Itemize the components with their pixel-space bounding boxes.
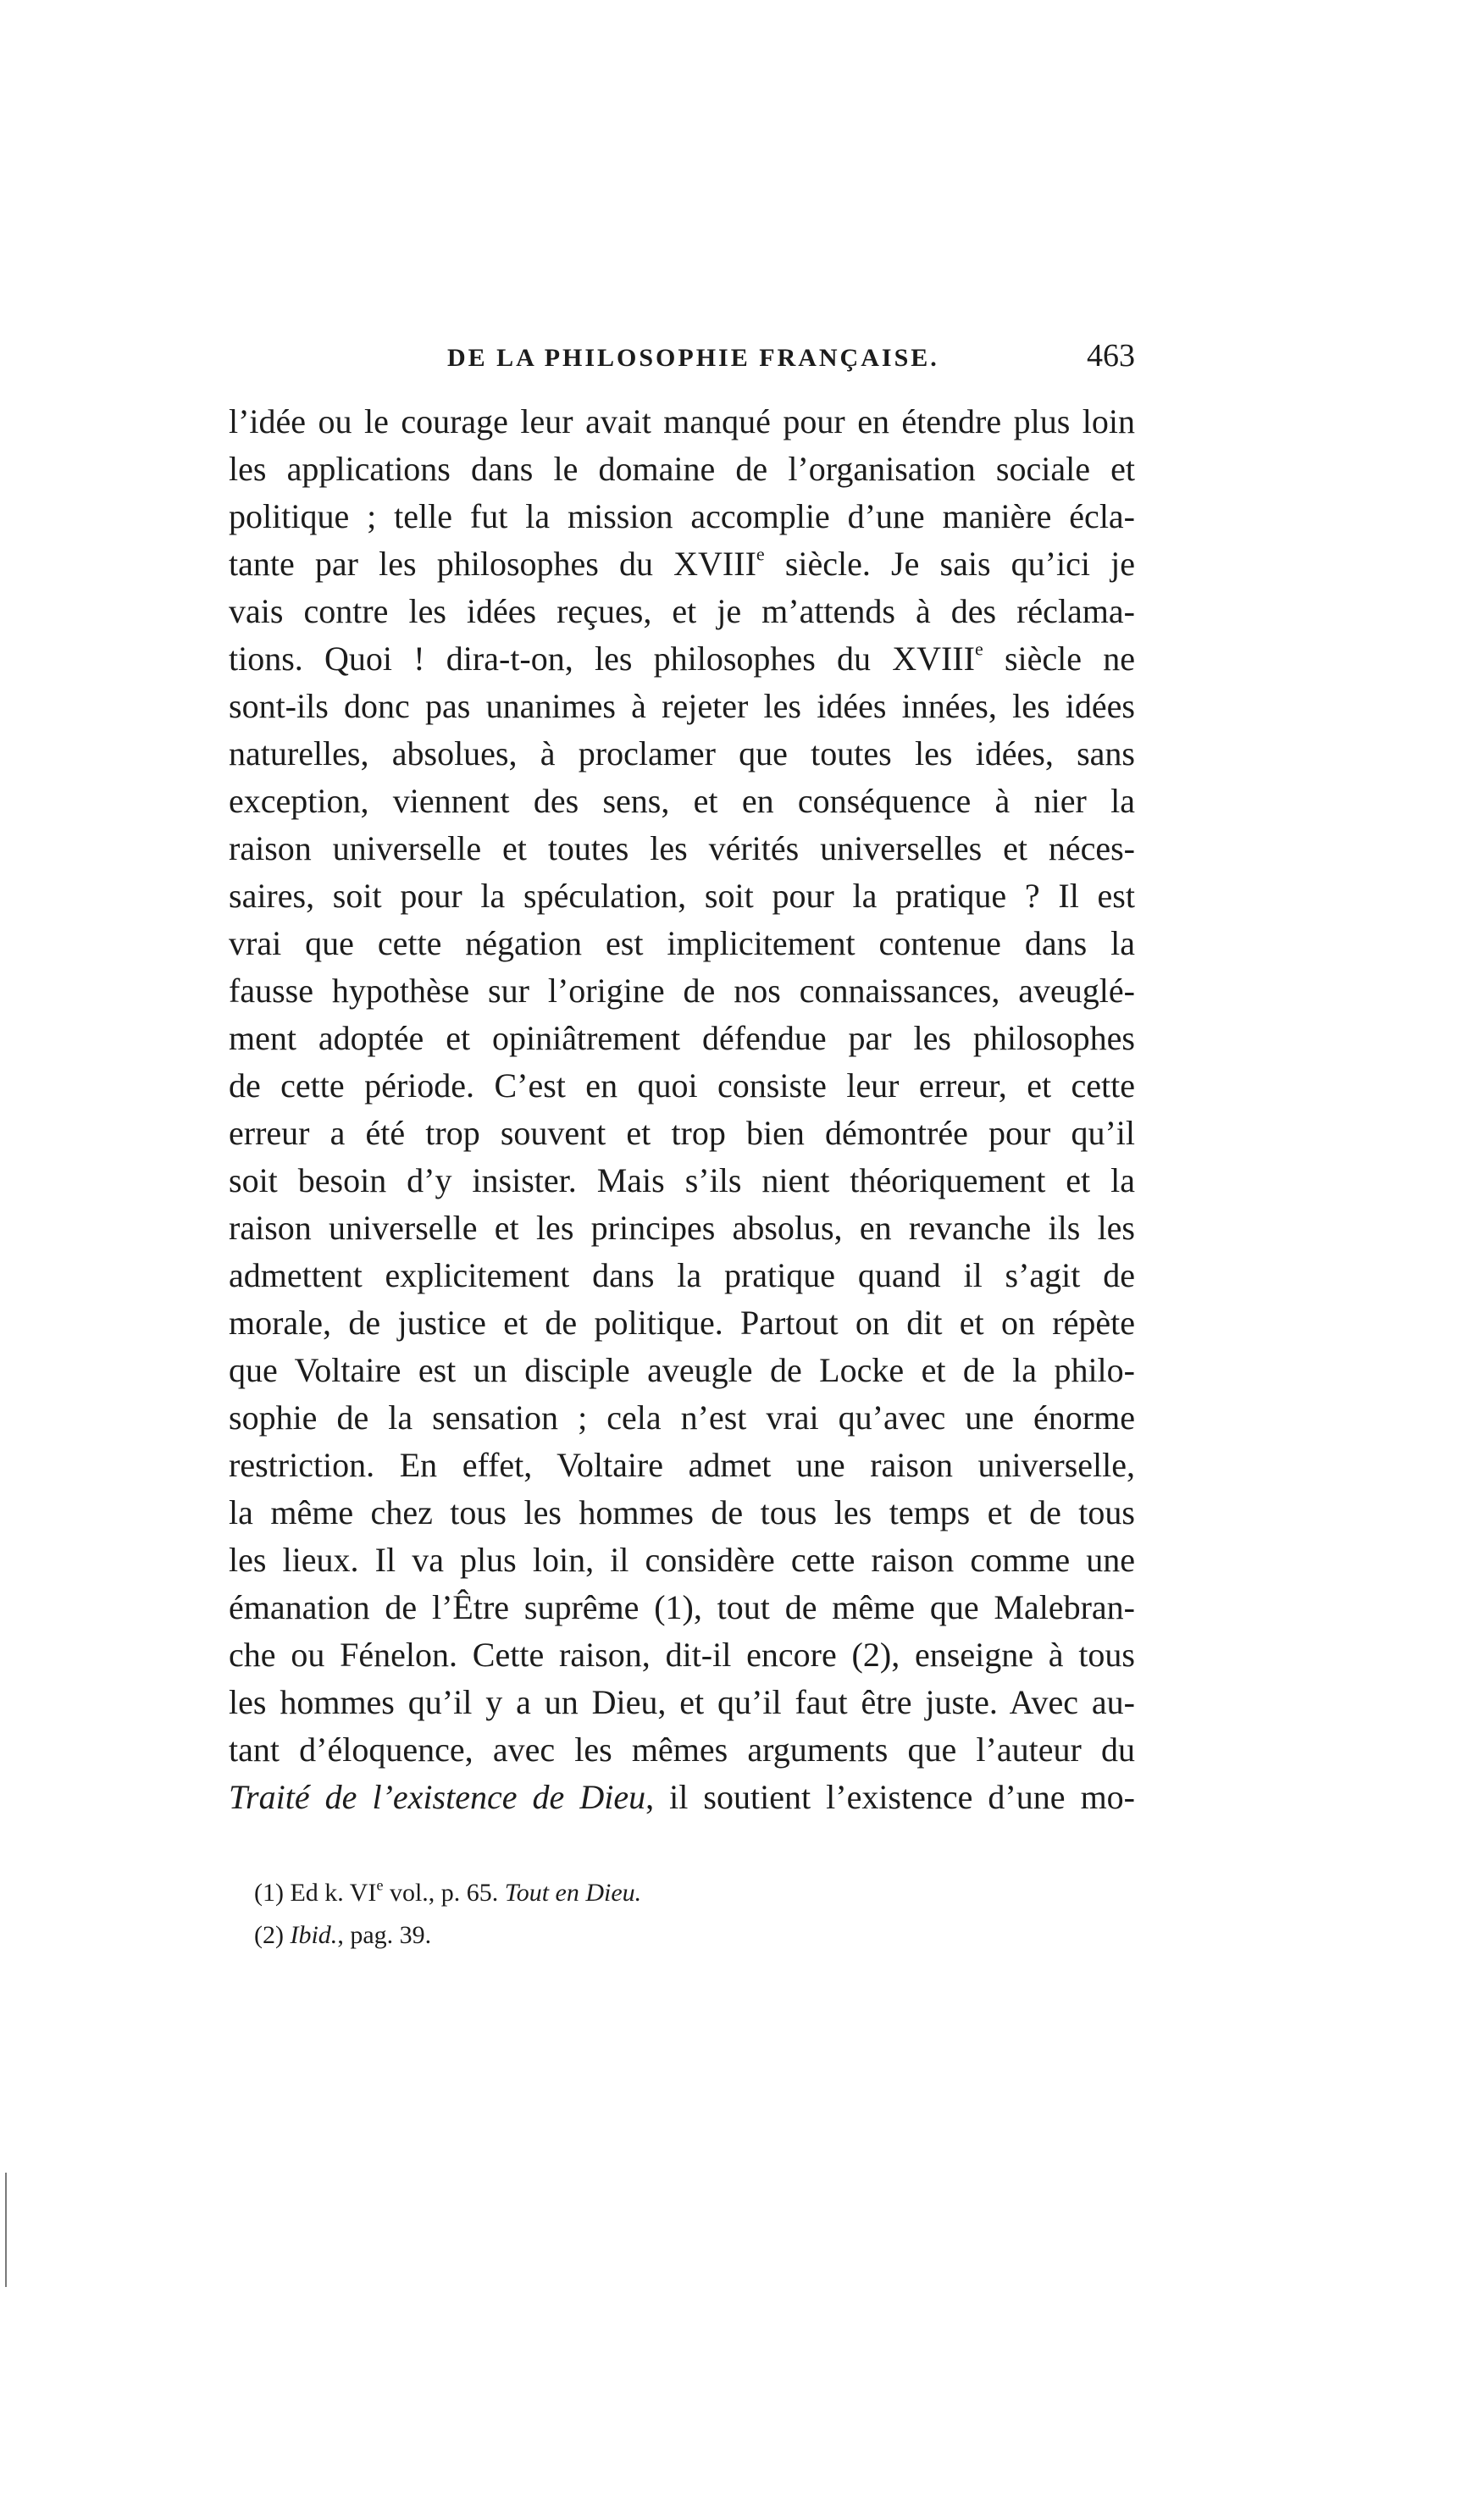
line-segment: , il soutient l’existence d’une mo- bbox=[645, 1778, 1135, 1816]
text-line: erreur a été trop souvent et trop bien démontrée pour qu’il bbox=[229, 1114, 1135, 1152]
footnote-italic: Tout en Dieu. bbox=[504, 1879, 642, 1907]
footnote-marker: (2) bbox=[254, 1921, 284, 1949]
footnote-marker: (1) bbox=[254, 1879, 284, 1907]
text-line: vrai que cette négation est implicitement contenue dans la bbox=[229, 924, 1135, 962]
footnotes bbox=[254, 1872, 1016, 1957]
superscript: e bbox=[376, 1876, 384, 1894]
text-line: émanation de l’Être suprême (1), tout de même que Malebran- bbox=[229, 1588, 1135, 1626]
line-segment: siècle. Je sais qu’ici je bbox=[764, 545, 1135, 583]
superscript: e bbox=[974, 638, 983, 660]
text-line: restriction. En effet, Voltaire admet une raison universelle, bbox=[229, 1446, 1135, 1484]
line-segment: siècle ne bbox=[983, 640, 1135, 678]
book-title: Traité de l’existence de Dieu bbox=[229, 1778, 646, 1816]
scan-margin-rule bbox=[5, 2173, 7, 2287]
page-header bbox=[246, 337, 1194, 388]
text-line: de cette période. C’est en quoi consiste leur erreur, et cette bbox=[229, 1066, 1135, 1105]
text-line: les lieux. Il va plus loin, il considère cette raison comme une bbox=[229, 1541, 1135, 1579]
footnote-text: Ed k. VI bbox=[283, 1879, 377, 1907]
line-segment: tante par les philosophes du XVIII bbox=[229, 545, 756, 583]
text-line: que Voltaire est un disciple aveugle de Locke et de la philo- bbox=[229, 1351, 1135, 1389]
text-line: tant d’éloquence, avec les mêmes arguments que l’auteur du bbox=[229, 1731, 1135, 1769]
text-line: saires, soit pour la spéculation, soit pour la pratique ? Il est bbox=[229, 877, 1135, 915]
line-segment: tions. Quoi ! dira-t-on, les philosophes du XVIII bbox=[229, 640, 975, 678]
text-line: la même chez tous les hommes de tous les temps et de tous bbox=[229, 1493, 1135, 1531]
text-line: ment adoptée et opiniâtrement défendue par les philosophes bbox=[229, 1019, 1135, 1057]
text-line bbox=[229, 1774, 1135, 1821]
footnote-1 bbox=[254, 1872, 1016, 1914]
text-line: admettent explicitement dans la pratique quand il s’agit de bbox=[229, 1256, 1135, 1294]
footnote-text: vol., p. 65. bbox=[383, 1879, 505, 1907]
text-line: vais contre les idées reçues, et je m’attends à des réclama- bbox=[229, 592, 1135, 630]
text-line: morale, de justice et de politique. Partout on dit et on répète bbox=[229, 1304, 1135, 1342]
text-line: soit besoin d’y insister. Mais s’ils nient théoriquement et la bbox=[229, 1161, 1135, 1199]
text-line: naturelles, absolues, à proclamer que toutes les idées, sans bbox=[229, 734, 1135, 772]
running-head: DE LA PHILOSOPHIE FRANÇAISE. bbox=[447, 344, 939, 372]
text-line: raison universelle et toutes les vérités universelles et néces- bbox=[229, 829, 1135, 867]
page-number: 463 bbox=[1087, 338, 1135, 374]
text-line: fausse hypothèse sur l’origine de nos connaissances, aveuglé- bbox=[229, 972, 1135, 1010]
text-line bbox=[229, 540, 1135, 588]
text-line: exception, viennent des sens, et en conséquence à nier la bbox=[229, 782, 1135, 820]
text-line: les hommes qu’il y a un Dieu, et qu’il faut être juste. Avec au- bbox=[229, 1683, 1135, 1721]
text-line: les applications dans le domaine de l’organisation sociale et bbox=[229, 450, 1135, 488]
text-line: sophie de la sensation ; cela n’est vrai qu’avec une énorme bbox=[229, 1398, 1135, 1437]
text-line bbox=[229, 635, 1135, 683]
body-text bbox=[229, 398, 1135, 1821]
footnote-italic: Ibid. bbox=[290, 1921, 338, 1949]
text-line: l’idée ou le courage leur avait manqué pour en étendre plus loin bbox=[229, 402, 1135, 440]
footnote-2 bbox=[254, 1914, 1016, 1957]
text-line: che ou Fénelon. Cette raison, dit-il encore (2), enseigne à tous bbox=[229, 1636, 1135, 1674]
superscript: e bbox=[756, 543, 765, 565]
footnote-text: , pag. 39. bbox=[337, 1921, 432, 1949]
text-line: sont-ils donc pas unanimes à rejeter les idées innées, les idées bbox=[229, 687, 1135, 725]
text-line: raison universelle et les principes absolus, en revanche ils les bbox=[229, 1209, 1135, 1247]
text-line: politique ; telle fut la mission accomplie d’une manière écla- bbox=[229, 497, 1135, 535]
